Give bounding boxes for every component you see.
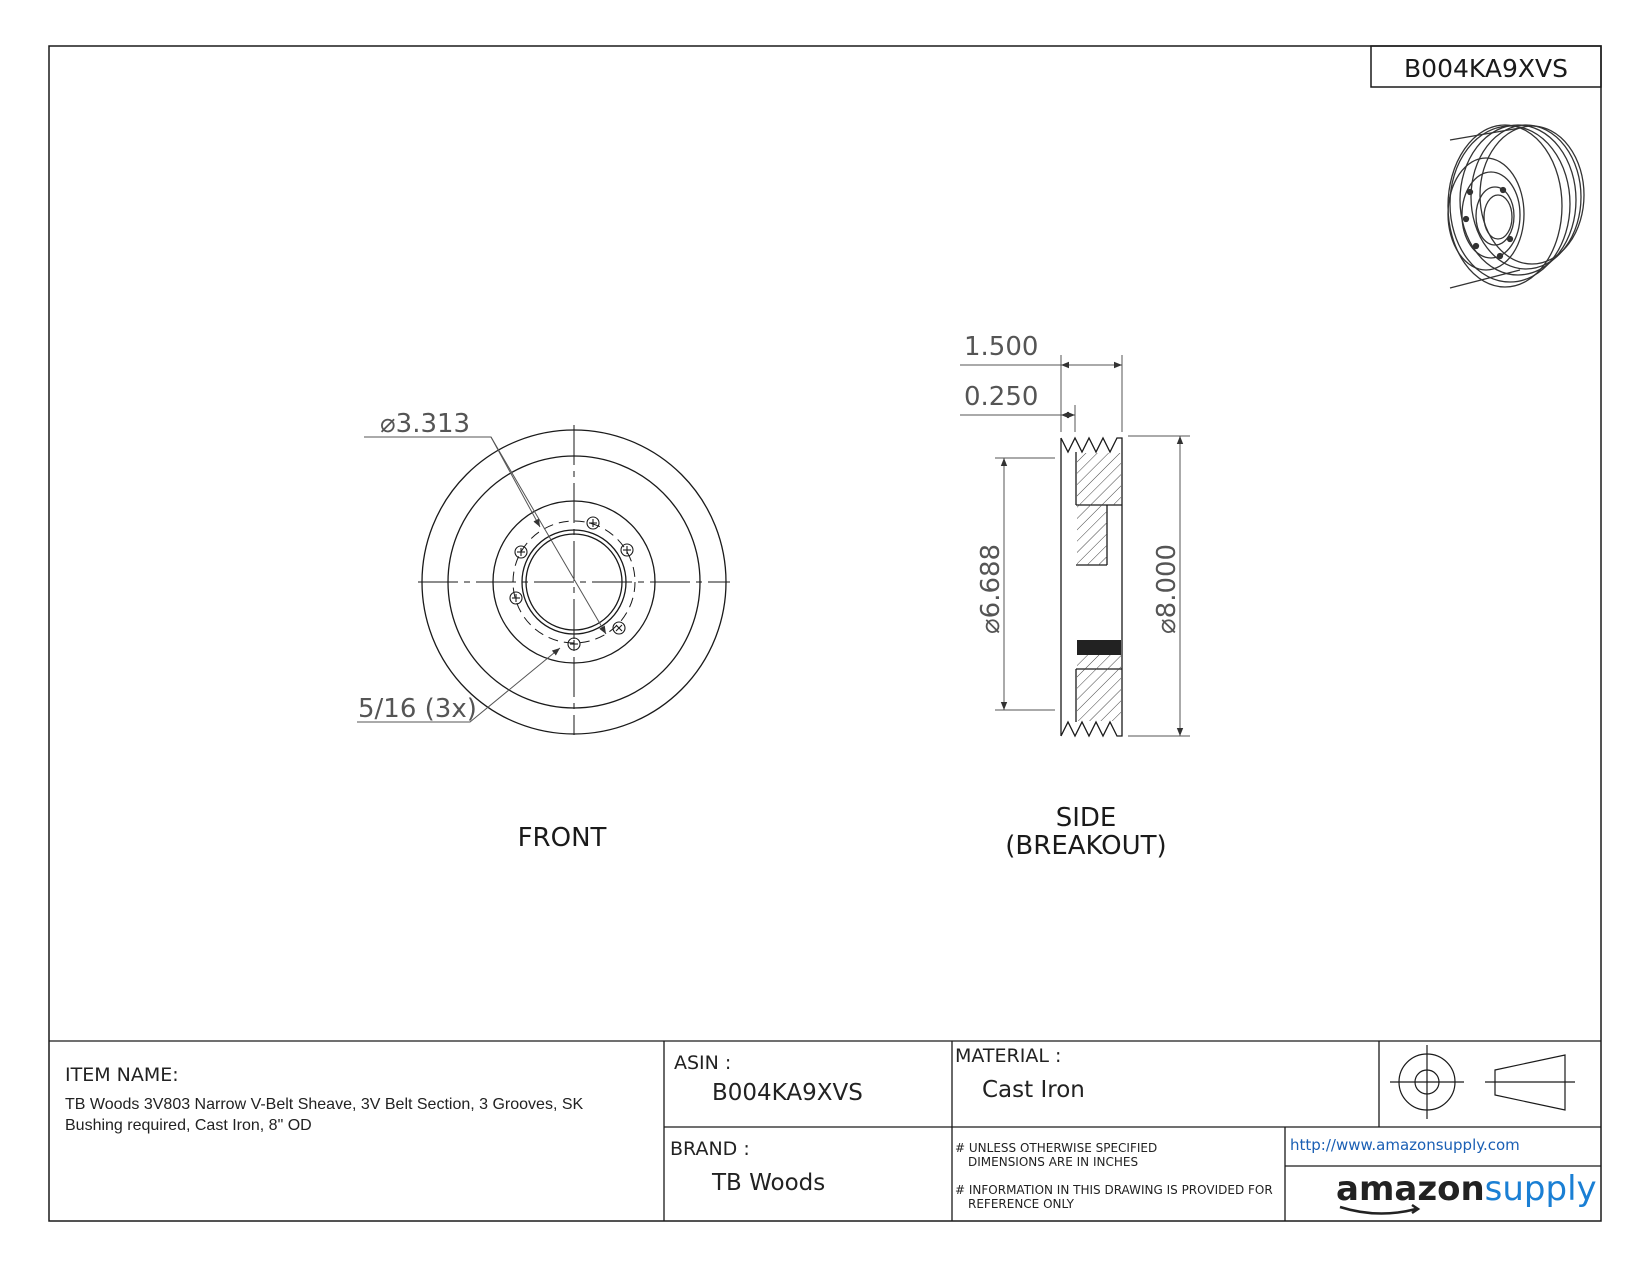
front-view: [357, 409, 730, 853]
side-view-caption-line1: SIDE: [1055, 803, 1117, 833]
logo-supply-text: supply: [1484, 1169, 1597, 1209]
third-angle-projection-symbol: [1390, 1045, 1575, 1119]
logo-smile-icon: [1338, 1203, 1428, 1221]
keyway-section: [1077, 640, 1121, 655]
brand-value: TB Woods: [712, 1170, 826, 1196]
brand-label: BRAND :: [670, 1138, 750, 1160]
amazonsupply-url[interactable]: http://www.amazonsupply.com: [1290, 1136, 1520, 1154]
note-reference-line2: REFERENCE ONLY: [968, 1197, 1074, 1211]
width-dimension-label: 1.500: [964, 332, 1039, 362]
asin-label: ASIN :: [674, 1052, 732, 1074]
item-name-label: ITEM NAME:: [65, 1064, 179, 1086]
material-label: MATERIAL :: [955, 1045, 1062, 1067]
isometric-pulley-view: [1448, 125, 1584, 288]
front-view-caption: FRONT: [517, 823, 607, 853]
hole-dimension-label: 5/16 (3x): [358, 694, 477, 724]
side-view-caption-line2: (BREAKOUT): [1005, 831, 1167, 861]
bore-dimension-leader: [357, 437, 606, 722]
note-reference-line1: # INFORMATION IN THIS DRAWING IS PROVIDED FOR: [955, 1183, 1273, 1197]
item-name-line1: TB Woods 3V803 Narrow V-Belt Sheave, 3V Belt Section, 3 Grooves, SK: [65, 1096, 584, 1113]
pitch-diameter-label: ⌀6.688: [976, 543, 1006, 634]
part-number-box: [1371, 46, 1601, 87]
asin-value: B004KA9XVS: [712, 1080, 863, 1106]
step-dimension-label: 0.250: [964, 382, 1039, 412]
note-units-line1: # UNLESS OTHERWISE SPECIFIED: [955, 1141, 1158, 1155]
logo-amazon-text: amazon: [1336, 1169, 1485, 1209]
note-units-line2: DIMENSIONS ARE IN INCHES: [968, 1155, 1139, 1169]
side-view: [960, 332, 1190, 861]
part-number: B004KA9XVS: [1404, 54, 1568, 83]
outer-diameter-label: ⌀8.000: [1152, 543, 1182, 634]
sheet-border: [49, 46, 1601, 1221]
item-name-line2: Bushing required, Cast Iron, 8" OD: [65, 1117, 312, 1134]
bore-dimension-label: ⌀3.313: [380, 409, 471, 439]
material-value: Cast Iron: [982, 1077, 1085, 1103]
